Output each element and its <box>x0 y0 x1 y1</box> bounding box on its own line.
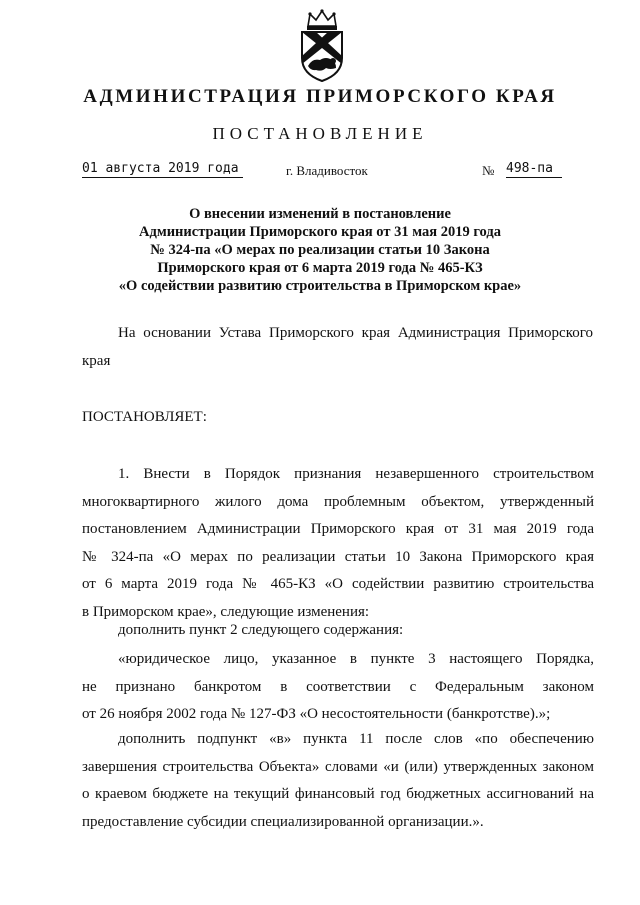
paragraph-line: многоквартирного жилого дома проблемным объектом, утвержденный <box>82 493 594 510</box>
paragraph-line: от 26 ноября 2002 года № 127-ФЗ «О несостоятельности (банкротстве).»; <box>82 706 551 723</box>
organization-name: АДМИНИСТРАЦИЯ ПРИМОРСКОГО КРАЯ <box>83 86 557 107</box>
item-1-paragraph <box>82 461 594 627</box>
paragraph-line: 1. Внести в Порядок признания незавершенного строительством <box>118 466 594 482</box>
paragraph-line: предоставление субсидии специализированной организации.». <box>82 813 484 830</box>
basis-line: края <box>82 353 111 369</box>
document-number-text: 498-па <box>506 161 553 176</box>
paragraph-line: № 324-па «О мерах по реализации статьи 10 Закона Приморского края <box>82 548 594 565</box>
paragraph-line: дополнить подпункт «в» пункта 11 после слов «по обеспечению <box>118 731 594 747</box>
paragraph-line: завершения строительства Объекта» словами «и (или) утвержденных законом <box>82 758 594 775</box>
title-line: Администрации Приморского края от 31 мая 2019 года <box>139 224 501 240</box>
paragraph-line: не признано банкротом в соответствии с Федеральным законом <box>82 678 594 695</box>
paragraph-line: «юридическое лицо, указанное в пункте 3 настоящего Порядка, <box>118 651 594 667</box>
paragraph-line: от 6 марта 2019 года № 465-КЗ «О содействии развитию строительства <box>82 576 594 593</box>
document-type: ПОСТАНОВЛЕНИЕ <box>212 124 428 143</box>
number-underline <box>506 177 562 178</box>
sub-item-2-paragraph <box>82 726 594 836</box>
title-line: Приморского края от 6 марта 2019 года № 465-КЗ <box>157 260 483 276</box>
date-underline <box>82 177 243 178</box>
sub-item-1: дополнить пункт 2 следующего содержания: <box>118 622 404 638</box>
paragraph-line: в Приморском крае», следующие изменения: <box>82 603 370 620</box>
decree-word: ПОСТАНОВЛЯЕТ: <box>82 409 207 425</box>
basis-line: На основании Устава Приморского края Администрация Приморского <box>118 325 593 341</box>
paragraph-line: о краевом бюджете на текущий финансовый год бюджетных ассигнований на <box>82 786 594 803</box>
title-line: О внесении изменений в постановление <box>189 206 451 222</box>
number-sign: № <box>482 163 495 178</box>
paragraph-line: постановлением Администрации Приморского края от 31 мая 2019 года <box>82 521 594 538</box>
document-number <box>506 161 562 176</box>
quote-paragraph <box>82 646 594 729</box>
document-date <box>82 161 239 176</box>
document-date-text: 01 августа 2019 года <box>82 161 239 176</box>
coat-of-arms-icon <box>296 8 348 84</box>
title-line: «О содействии развитию строительства в Приморском крае» <box>118 278 522 294</box>
title-line: № 324-па «О мерах по реализации статьи 10 Закона <box>150 242 490 258</box>
document-title <box>90 205 550 295</box>
document-city: г. Владивосток <box>286 163 368 178</box>
